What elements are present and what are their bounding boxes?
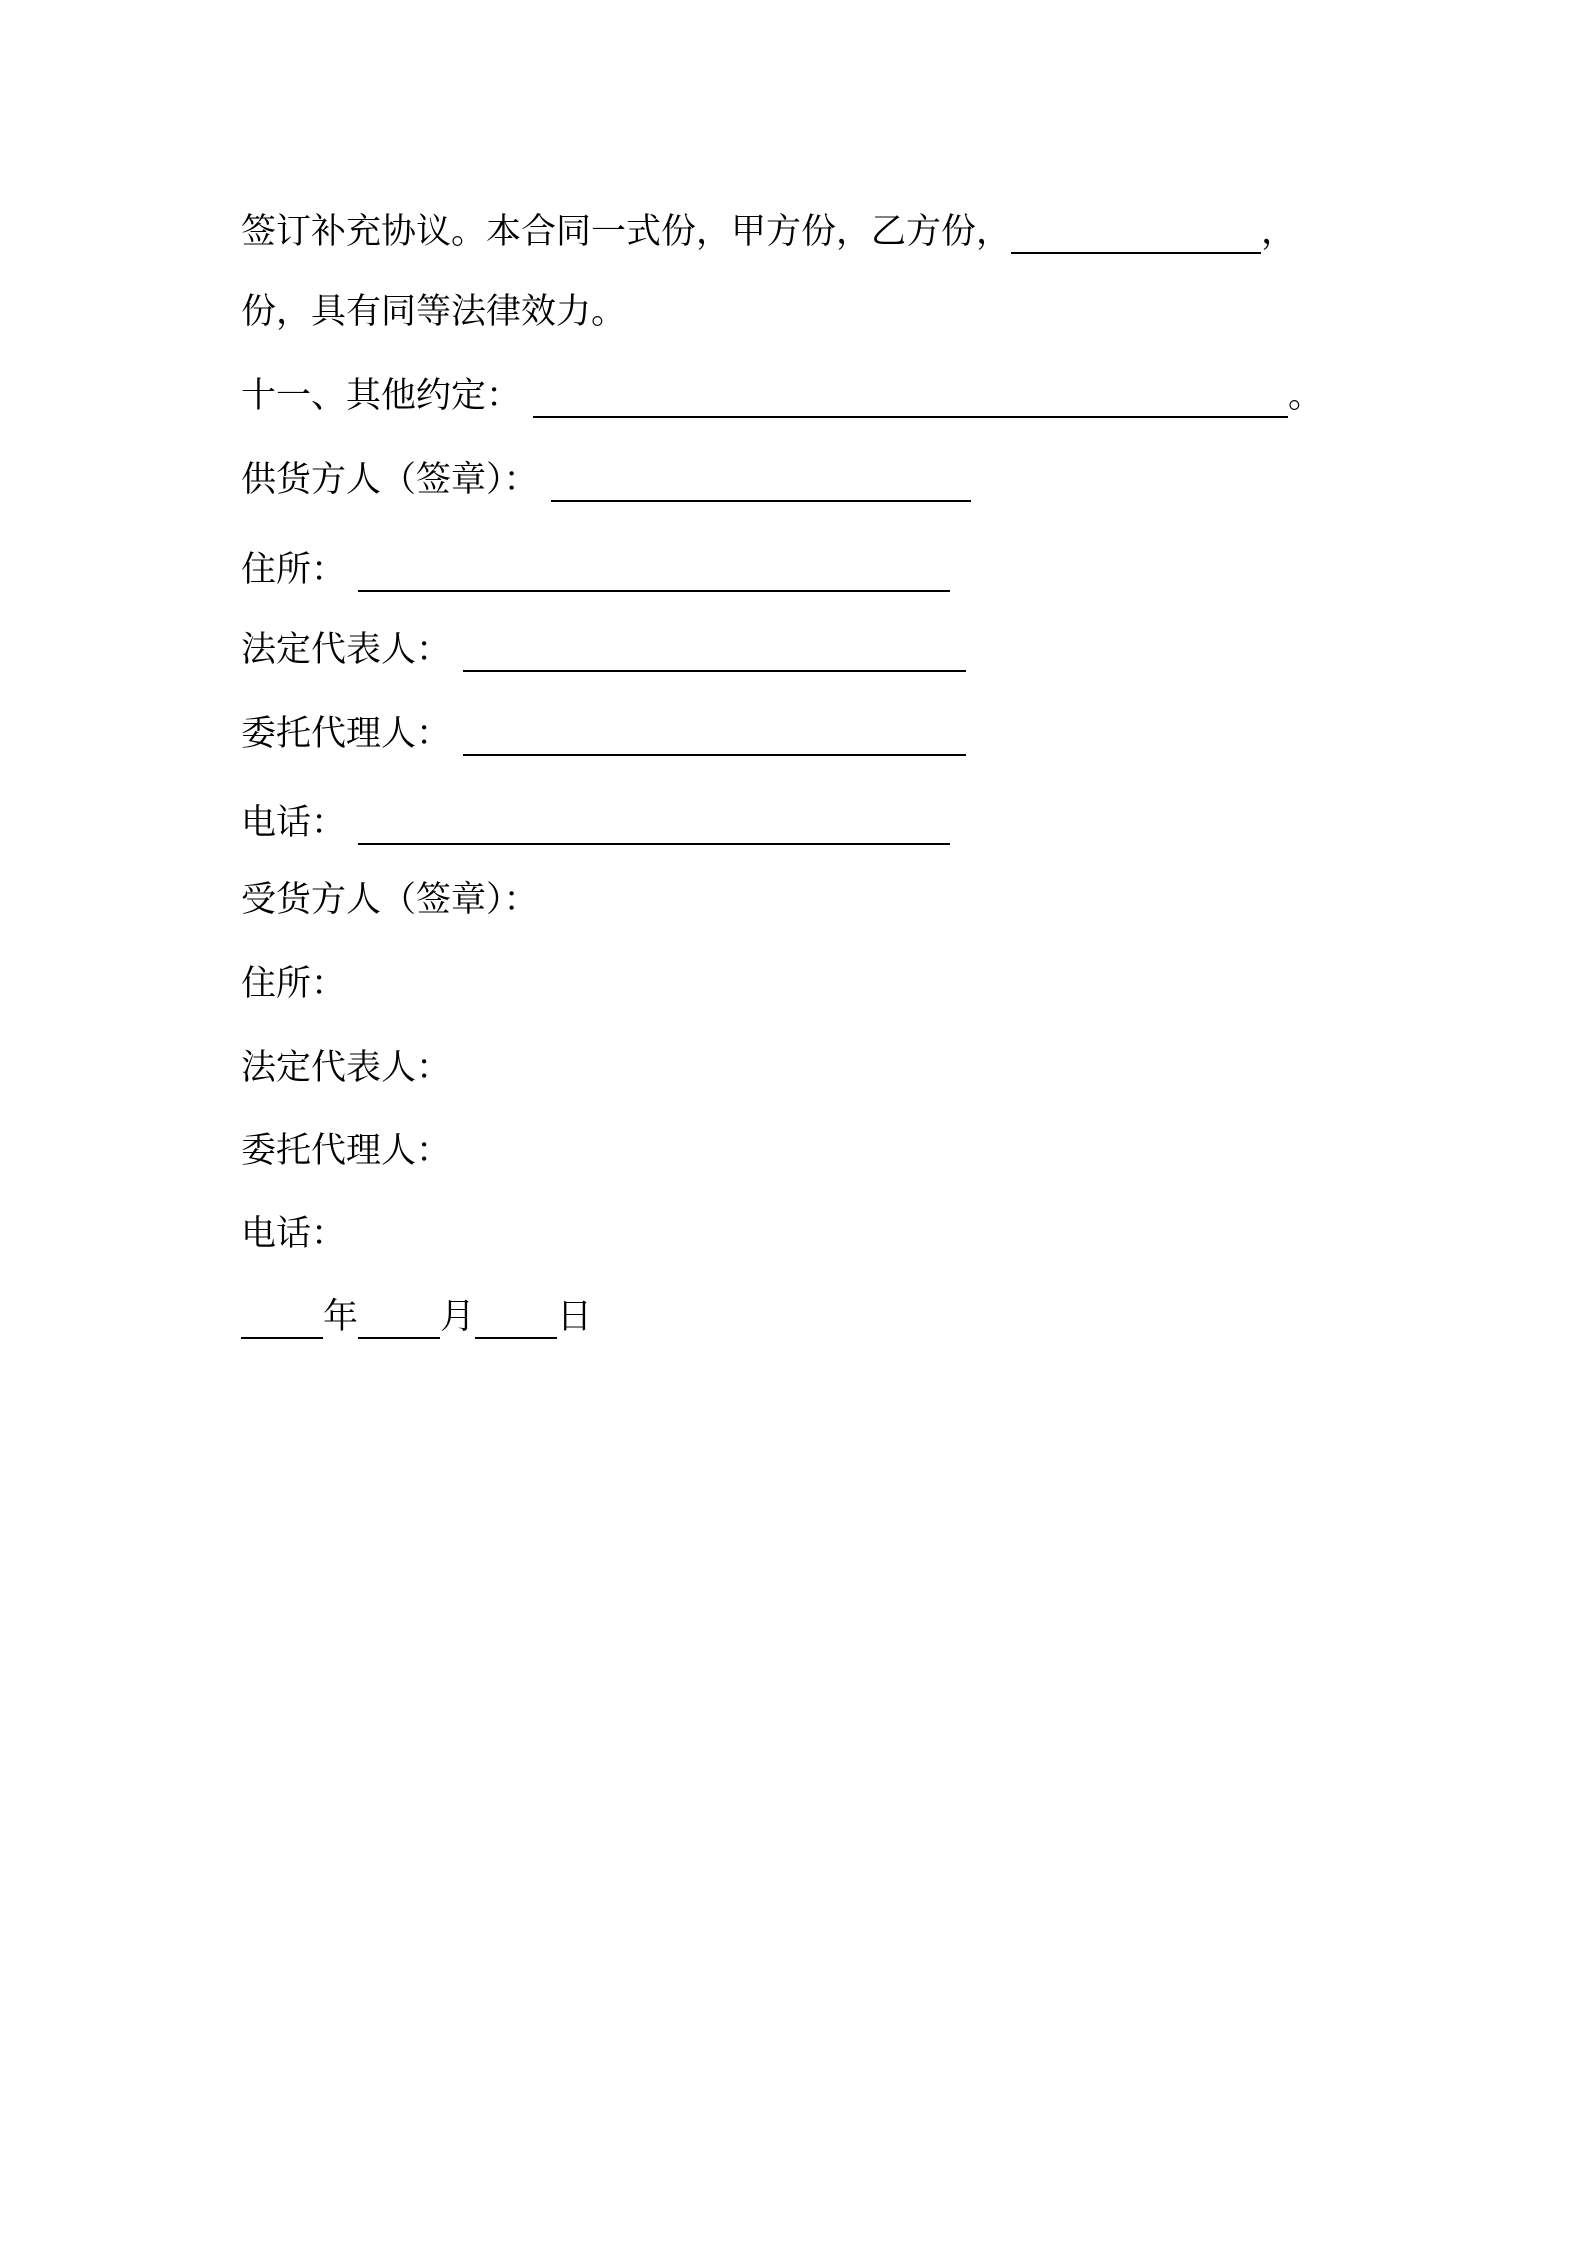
receiver-title: 受货方人（签章）： [241,880,539,920]
copies-clause-comma: ， [1261,212,1297,252]
copies-clause-line [241,210,1296,254]
other-agreement-blank [533,382,1288,418]
supplier-legal-rep-line [241,628,966,672]
receiver-agent-line [241,1129,451,1173]
receiver-title-line [241,878,539,922]
other-agreement-label: 十一、其他约定： [241,376,522,416]
year-blank [241,1303,323,1339]
supplier-agent-blank [463,720,966,756]
supplier-address-label: 住所： [241,550,347,590]
date-line [241,1295,592,1339]
supplier-phone-line [241,801,950,845]
receiver-phone-line [241,1212,346,1256]
supplier-agent-line [241,712,966,756]
day-blank [475,1303,557,1339]
supplier-title: 供货方人（签章）： [241,460,539,500]
supplier-phone-blank [358,809,950,845]
supplier-agent-label: 委托代理人： [241,714,452,754]
other-agreement-line [241,374,1323,418]
receiver-phone-label: 电话： [241,1214,347,1254]
receiver-address-label: 住所： [241,964,347,1004]
receiver-address-line [241,962,346,1006]
supplier-address-blank [358,556,950,592]
other-agreement-end: 。 [1288,376,1324,416]
supplier-title-line [241,458,971,502]
month-label: 月 [440,1297,476,1337]
supplier-legal-rep-blank [463,636,966,672]
legal-effect-text: 份，具有同等法律效力。 [241,292,627,332]
receiver-legal-rep-label: 法定代表人： [241,1048,452,1088]
receiver-agent-label: 委托代理人： [241,1131,452,1171]
year-label: 年 [323,1297,359,1337]
supplier-address-line [241,548,950,592]
month-blank [358,1303,440,1339]
receiver-legal-rep-line [241,1046,451,1090]
supplier-signature-blank [551,466,971,502]
supplier-legal-rep-label: 法定代表人： [241,630,452,670]
copies-blank [1011,218,1261,254]
copies-clause-text: 签订补充协议。本合同一式份，甲方份，乙方份， [241,212,1012,252]
day-label: 日 [557,1297,593,1337]
supplier-phone-label: 电话： [241,803,347,843]
legal-effect-line [241,290,626,334]
